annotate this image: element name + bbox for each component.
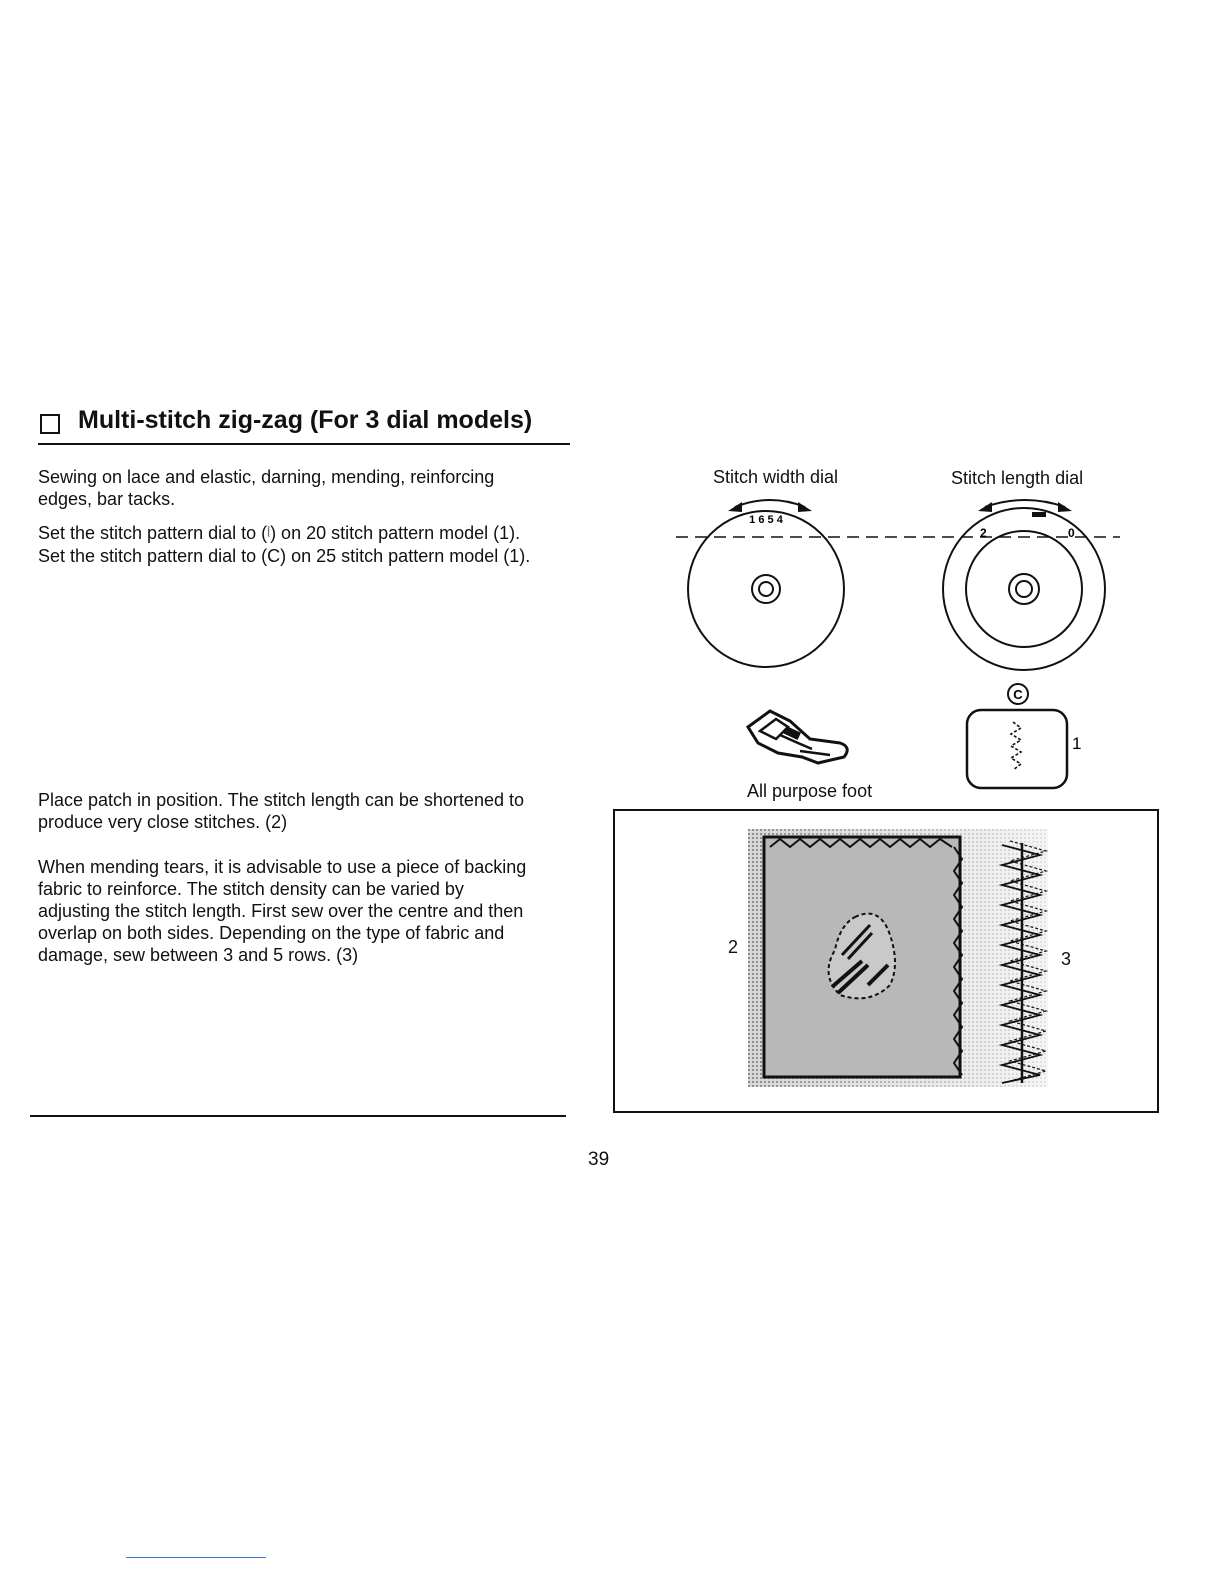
mending-line-1: When mending tears, it is advisable to use a piece of backing bbox=[38, 857, 527, 877]
dials-illustration bbox=[660, 485, 1140, 685]
stitch-width-dial bbox=[688, 500, 844, 667]
intro-line-1: Sewing on lace and elastic, darning, mending, reinforcing bbox=[38, 467, 495, 487]
pattern-selector-illustration bbox=[955, 680, 1095, 795]
set-dial-paragraph bbox=[38, 522, 578, 567]
bottom-rule bbox=[30, 1115, 566, 1117]
pattern-number: 1 bbox=[1072, 734, 1082, 753]
zigzag-pattern-icon: ⦚ bbox=[267, 524, 271, 540]
footer-link-underline bbox=[126, 1557, 266, 1558]
checkbox-icon bbox=[40, 414, 60, 434]
intro-paragraph bbox=[38, 466, 578, 510]
stitch-length-dial bbox=[943, 500, 1105, 670]
intro-line-2: edges, bar tacks. bbox=[38, 489, 176, 509]
all-purpose-foot-label: All purpose foot bbox=[747, 781, 873, 801]
patch-line-1: Place patch in position. The stitch length can be shortened to bbox=[38, 790, 524, 810]
width-dial-marks: 1 6 5 4 bbox=[749, 514, 783, 526]
zigzag-stitch-icon bbox=[1011, 722, 1021, 770]
patch-number-label: 2 bbox=[728, 937, 739, 957]
set-25-model-line: Set the stitch pattern dial to (C) on 25 stitch pattern model (1). bbox=[38, 546, 531, 566]
length-dial-mark-0: 0 bbox=[1068, 526, 1075, 540]
arrow-right-icon bbox=[798, 502, 812, 512]
mending-line-5: damage, sew between 3 and 5 rows. (3) bbox=[38, 945, 359, 965]
mending-line-4: overlap on both sides. Depending on the type of fabric and bbox=[38, 923, 505, 943]
set-20-model-line: Set the stitch pattern dial to (⦚) on 20 stitch pattern model (1). bbox=[38, 523, 521, 543]
stitch-length-dial-label: Stitch length dial bbox=[951, 468, 1084, 488]
mending-line-2: fabric to reinforce. The stitch density can be varied by bbox=[38, 879, 464, 899]
title-underline bbox=[38, 443, 570, 445]
patch-paragraph bbox=[38, 789, 578, 833]
length-dial-mark-2: 2 bbox=[980, 526, 987, 540]
section-title: Multi-stitch zig-zag (For 3 dial models) bbox=[78, 406, 533, 434]
mending-illustration bbox=[740, 825, 1060, 1095]
rows-number-label: 3 bbox=[1061, 949, 1072, 969]
all-purpose-foot-icon bbox=[740, 705, 860, 780]
arrow-left-icon bbox=[728, 502, 742, 512]
length-dial-marker bbox=[1032, 512, 1046, 517]
arrow-right-icon bbox=[1058, 502, 1072, 512]
stitch-width-dial-label: Stitch width dial bbox=[713, 467, 839, 487]
page-number: 39 bbox=[588, 1149, 610, 1170]
pattern-letter: C bbox=[1013, 687, 1023, 702]
mending-line-3: adjusting the stitch length. First sew over the centre and then bbox=[38, 901, 524, 921]
arrow-left-icon bbox=[978, 502, 992, 512]
mending-paragraph bbox=[38, 856, 578, 966]
patch-line-2: produce very close stitches. (2) bbox=[38, 812, 288, 832]
